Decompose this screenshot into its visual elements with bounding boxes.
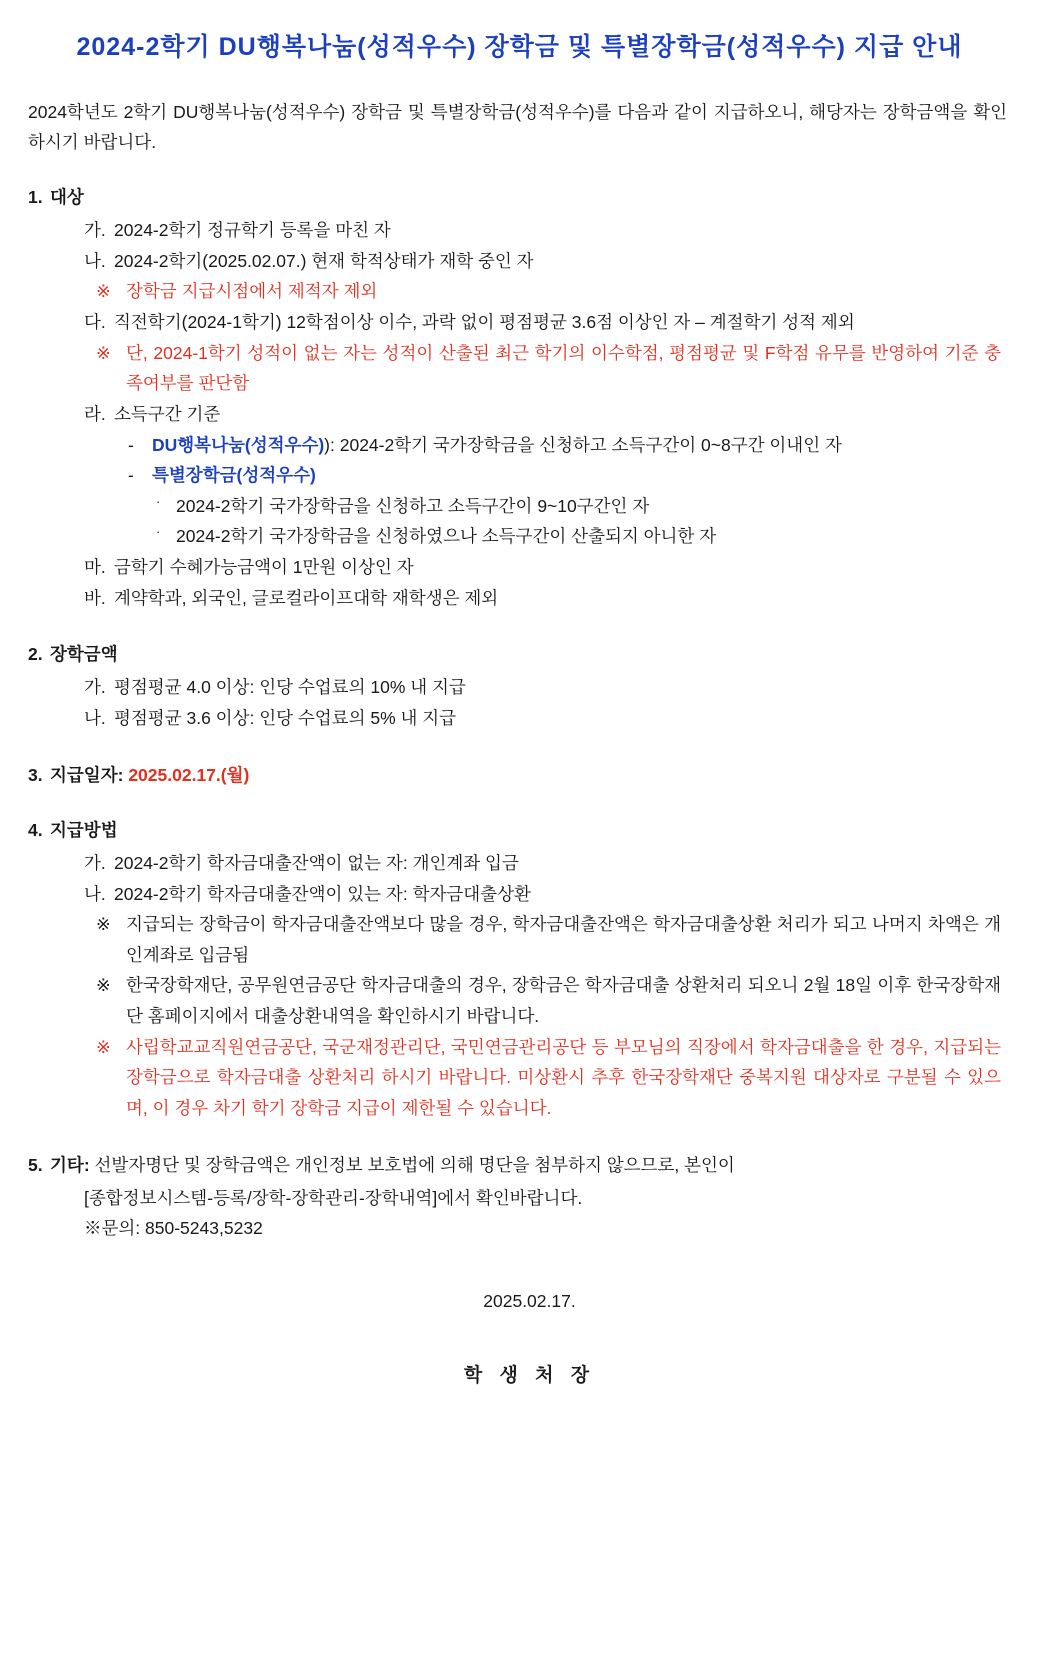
note-marker: ※ <box>96 975 111 996</box>
section-3-colon: : <box>117 764 124 785</box>
item-text: 2024-2학기(2025.02.07.) 현재 학적상태가 재학 중인 자 <box>114 250 534 271</box>
payment-date-value: 2025.02.17.(월) <box>128 764 250 785</box>
section-5-number: 5. <box>28 1154 43 1175</box>
item-text: 2024-2학기 학자금대출잔액이 없는 자: 개인계좌 입금 <box>114 852 519 873</box>
section-5-inline-text: 선발자명단 및 장학금액은 개인정보 보호법에 의해 명단을 첨부하지 않으므로, 본인이 <box>89 1154 735 1175</box>
item-text: 2024-2학기 정규학기 등록을 마친 자 <box>114 220 391 241</box>
item-marker: 나. <box>84 883 106 904</box>
note-item <box>96 970 1011 1031</box>
item-text: 2024-2학기 국가장학금을 신청하고 소득구간이 9~10구간인 자 <box>176 495 650 516</box>
item-marker: 바. <box>84 587 106 608</box>
footer-date: 2025.02.17. <box>483 1290 576 1311</box>
intro-paragraph: 2024학년도 2학기 DU행복나눔(성적우수) 장학금 및 특별장학금(성적우수)를 다음과 같이 지급하오니, 해당자는 장학금액을 확인하시기 바랍니다. <box>28 101 1007 153</box>
item-marker: 라. <box>84 403 106 424</box>
list-item <box>84 848 1011 879</box>
item-marker: - <box>128 465 134 486</box>
contact-line: ※문의: 850-5243,5232 <box>84 1218 263 1239</box>
section-4-heading <box>28 817 1011 844</box>
section-3-heading <box>28 762 1011 789</box>
list-item <box>84 246 1011 277</box>
section-5-colon: : <box>83 1154 90 1175</box>
item-marker: 나. <box>84 708 106 728</box>
note-marker: ※ <box>96 281 111 302</box>
item-text: 금학기 수혜가능금액이 1만원 이상인 자 <box>114 557 414 577</box>
section-4 <box>28 817 1011 1124</box>
item-text: 소득구간 기준 <box>114 403 221 424</box>
list-item <box>84 672 1011 703</box>
section-5-heading <box>28 1152 1011 1179</box>
section-3-title: 지급일자 <box>50 764 118 785</box>
item-text: 계약학과, 외국인, 글로컬라이프대학 재학생은 제외 <box>114 587 499 608</box>
item-label: 특별장학금(성적우수) <box>152 465 316 486</box>
section-1 <box>28 184 1011 613</box>
item-text: 평점평균 4.0 이상: 인당 수업료의 10% 내 지급 <box>114 677 466 698</box>
section-1-heading <box>28 184 1011 211</box>
section-5-title: 기타 <box>50 1154 84 1175</box>
note-item <box>96 338 1011 399</box>
item-text: 직전학기(2024-1학기) 12학점이상 이수, 과락 없이 평점평균 3.6점 이상인 자 – 계절학기 성적 제외 <box>114 312 855 332</box>
note-marker: ※ <box>96 342 111 363</box>
item-text: 2024-2학기 국가장학금을 신청하였으나 소득구간이 산출되지 아니한 자 <box>176 526 717 547</box>
sub-sub-list-item <box>156 491 1011 522</box>
note-text: 지급되는 장학금이 학자금대출잔액보다 많을 경우, 학자금대출잔액은 학자금대출상환 처리가 되고 나머지 차액은 개인계좌로 입금됨 <box>126 914 1001 965</box>
note-text: 사립학교교직원연금공단, 국군재정관리단, 국민연금관리공단 등 부모님의 직장에서 학자금대출을 한 경우, 지급되는 장학금으로 학자금대출 상환처리 하시기 바랍니다. 미상환시 추후 한국장학재단 중복지원 대상자로 구분될 수 있으며, 이 경우 차기 학기 장학금 지급이 제한될 수 있습니다. <box>126 1036 1001 1118</box>
item-text: 2024-2학기 학자금대출잔액이 있는 자: 학자금대출상환 <box>114 883 531 904</box>
item-text: ): 2024-2학기 국가장학금을 신청하고 소득구간이 0~8구간 이내인 자 <box>324 434 842 455</box>
section-1-title: 대상 <box>50 187 84 207</box>
item-marker: 가. <box>84 677 106 698</box>
list-item <box>84 583 1011 614</box>
item-marker: · <box>156 493 161 509</box>
section-3 <box>28 762 1011 789</box>
note-marker: ※ <box>96 914 111 935</box>
section-1-number: 1. <box>28 187 43 207</box>
section-2-heading <box>28 641 1011 668</box>
item-marker: 가. <box>84 852 106 873</box>
section-spacer <box>28 795 1011 817</box>
note-text: 장학금 지급시점에서 제적자 제외 <box>126 281 378 302</box>
item-marker: 가. <box>84 220 106 241</box>
section-4-title: 지급방법 <box>50 819 118 840</box>
item-marker: · <box>156 524 161 540</box>
note-text: 한국장학재단, 공무원연금공단 학자금대출의 경우, 장학금은 학자금대출 상환처리 되오니 2월 18일 이후 한국장학재단 홈페이지에서 대출상환내역을 확인하시기 바랍니다. <box>126 975 1001 1026</box>
list-item <box>84 552 1011 583</box>
sub-sub-list-item <box>156 521 1011 552</box>
section-2-title: 장학금액 <box>50 644 118 665</box>
list-item <box>84 703 1011 734</box>
note-item <box>96 1032 1011 1124</box>
signer-title: 학 생 처 장 <box>463 1365 596 1386</box>
list-item <box>84 215 1011 246</box>
item-marker: 다. <box>84 312 106 332</box>
page-title: 2024-2학기 DU행복나눔(성적우수) 장학금 및 특별장학금(성적우수) 지급 안내 <box>76 33 963 61</box>
section-2 <box>28 641 1011 733</box>
sub-list-item <box>128 460 1011 491</box>
section-2-number: 2. <box>28 644 43 665</box>
system-path-line: [종합정보시스템-등록/장학-장학관리-장학내역]에서 확인바랍니다. <box>84 1187 583 1208</box>
item-marker: 마. <box>84 557 106 577</box>
item-label: DU행복나눔(성적우수) <box>152 434 325 455</box>
item-marker: - <box>128 434 134 455</box>
list-item <box>84 307 1011 338</box>
sub-list-item <box>128 430 1011 461</box>
section-spacer <box>28 1130 1011 1152</box>
note-item <box>96 909 1011 970</box>
section-spacer <box>28 740 1011 762</box>
list-item <box>84 399 1011 430</box>
section-spacer <box>28 619 1011 641</box>
note-item <box>96 276 1011 307</box>
section-5 <box>28 1152 1011 1244</box>
section-3-number: 3. <box>28 764 43 785</box>
list-item <box>84 879 1011 910</box>
note-marker: ※ <box>96 1036 111 1057</box>
item-text: 평점평균 3.6 이상: 인당 수업료의 5% 내 지급 <box>114 708 457 728</box>
section-4-number: 4. <box>28 819 43 840</box>
item-marker: 나. <box>84 250 106 271</box>
note-text: 단, 2024-1학기 성적이 없는 자는 성적이 산출된 최근 학기의 이수학점, 평점평균 및 F학점 유무를 반영하여 기준 충족여부를 판단함 <box>126 342 1001 394</box>
